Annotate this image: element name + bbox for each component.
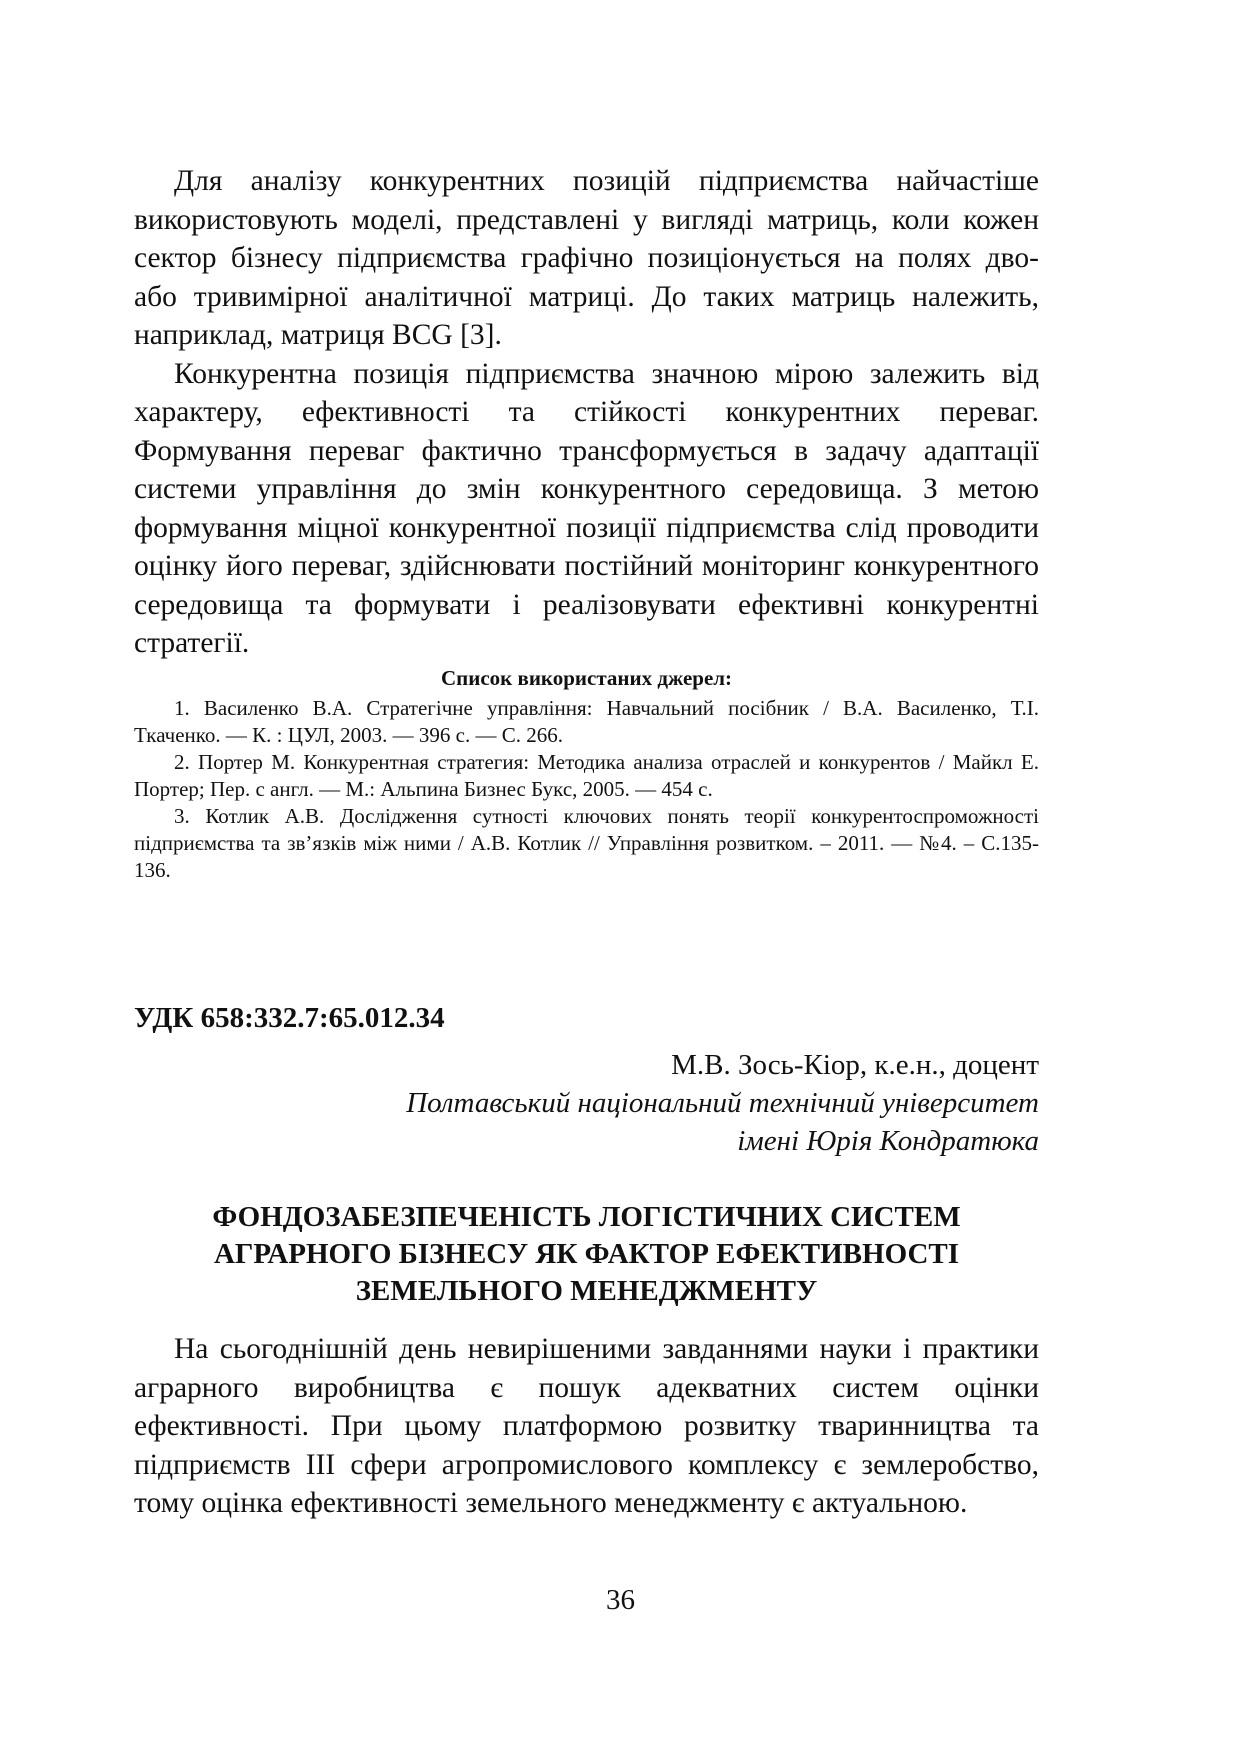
previous-article-body <box>134 162 1039 884</box>
affiliation-line: Полтавський національний технічний університет <box>406 1087 1039 1119</box>
page-number: 36 <box>606 1584 635 1616</box>
author-name: М.В. Зось-Кіор, к.е.н., доцент <box>671 1049 1039 1081</box>
body-paragraph: На сьогоднішній день невирішеними завданнями науки і практики аграрного виробництва є пошук адекватних систем оцінки ефективності. При цьому платформою розвитку тваринництва та підприємств ІІІ сфери агропромислового комплексу є землеробство, тому оцінка ефективності земельного менеджменту є актуальною. <box>134 1333 1039 1519</box>
references-title: Список використаних джерел: <box>440 665 733 690</box>
reference-item: 2. Портер М. Конкурентная стратегия: Методика анализа отраслей и конкурентов / Майкл Е. Портер; Пер. с англ. — М.: Альпина Бизнес Букс, 2005. — 454 с. <box>134 749 1039 801</box>
reference-item: 1. Василенко В.А. Стратегічне управління: Навчальний посібник / В.А. Василенко, Т.І. Ткаченко. — К. : ЦУЛ, 2003. — 396 с. — С. 266. <box>134 695 1039 747</box>
author-block <box>406 1046 1039 1160</box>
body-paragraph: Для аналізу конкурентних позицій підприємства найчастіше використовують моделі, представлені у вигляді матриць, коли кожен сектор бізнесу підприємства графічно позиціонується на полях дво- або тривимірної аналітичної матриці. До таких матриць належить, наприклад, матриця BCG [3]. <box>134 165 1039 351</box>
udk-code: УДК 658:332.7:65.012.34 <box>134 1002 445 1034</box>
article-intro <box>134 1330 1039 1523</box>
body-paragraph: Конкурентна позиція підприємства значною мірою залежить від характеру, ефективності та стійкості конкурентних переваг. Формування переваг фактично трансформується в задачу адаптації системи управління до змін конкурентного середовища. З метою формування міцної конкурентної позиції підприємства слід проводити оцінку його переваг, здійснювати постійний моніторинг конкурентного середовища та формувати і реалізовувати ефективні конкурентні стратегії. <box>134 357 1039 659</box>
reference-item: 3. Котлик А.В. Дослідження сутності ключових понять теорії конкурентоспроможності підприємства та зв’язків між ними / А.В. Котлик // Управління розвитком. – 2011. — №4. – С.135-136. <box>134 803 1039 882</box>
article-title-line: ЗЕМЕЛЬНОГО МЕНЕДЖМЕНТУ <box>355 1275 818 1307</box>
article-title <box>134 1199 1039 1310</box>
affiliation-line: імені Юрія Кондратюка <box>737 1125 1039 1157</box>
article-title-line: АГРАРНОГО БІЗНЕСУ ЯК ФАКТОР ЕФЕКТИВНОСТІ <box>213 1238 960 1270</box>
article-title-line: ФОНДОЗАБЕЗПЕЧЕНІСТЬ ЛОГІСТИЧНИХ СИСТЕМ <box>212 1201 961 1233</box>
